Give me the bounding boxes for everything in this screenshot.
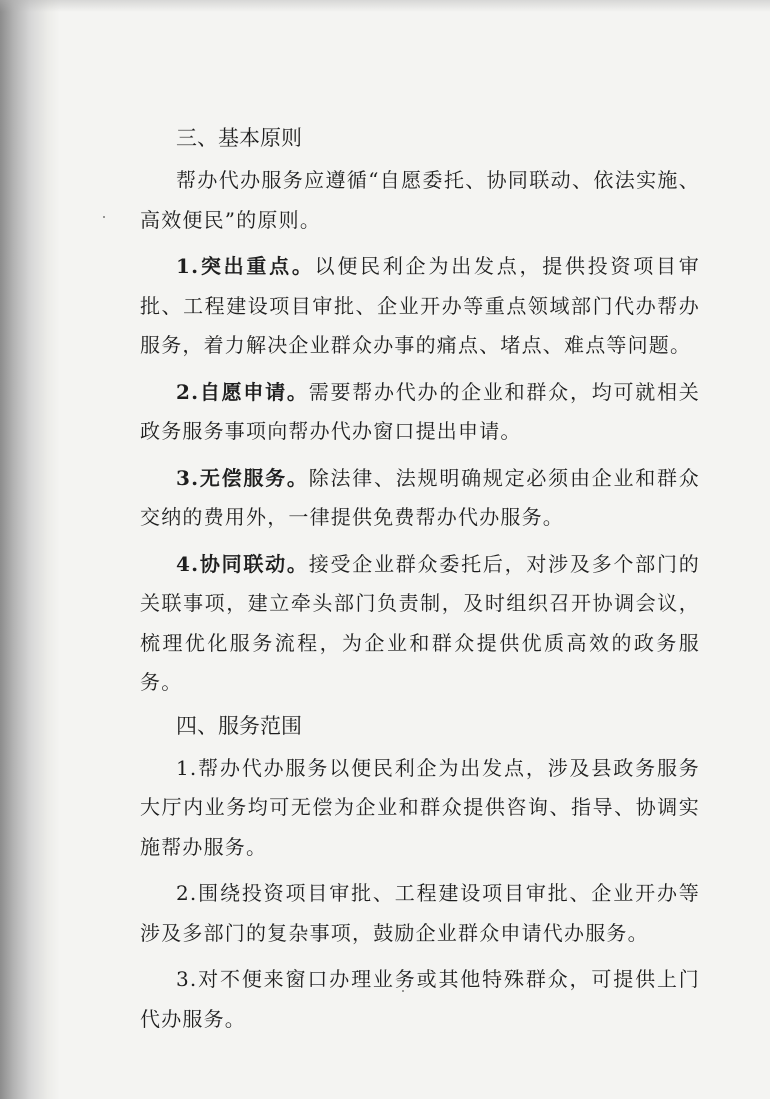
scan-shadow-top [0, 0, 770, 12]
scan-speck [103, 216, 105, 218]
document-page [140, 115, 700, 1039]
section-heading-principles: 三、基本原则 [176, 126, 302, 150]
principle-item-1: 1.突出重点。以便民利企为出发点，提供投资项目审批、工程建设项目审批、企业开办等重点领域部门代办帮办服务，着力解决企业群众办事的痛点、堵点、难点等问题。 [140, 254, 700, 357]
principle-item-title: 1.突出重点。 [176, 254, 315, 278]
scope-item-1: 1.帮办代办服务以便民利企为出发点，涉及县政务服务大厅内业务均可无偿为企业和群众提供咨询、指导、协调实施帮办服务。 [140, 755, 700, 859]
principle-item-4: 4.协同联动。接受企业群众委托后，对涉及多个部门的关联事项，建立牵头部门负责制，及时组织召开协调会议，梳理优化服务流程，为企业和群众提供优质高效的政务服务。 [140, 551, 700, 694]
section-heading-scope: 四、服务范围 [176, 713, 302, 738]
scan-shadow-edge [0, 0, 60, 1099]
scope-item-3: 3.对不便来窗口办理业务或其他特殊群众，可提供上门代办服务。 [140, 967, 700, 1031]
principle-item-title: 4.协同联动。 [176, 551, 309, 576]
scope-item-2: 2.围绕投资项目审批、工程建设项目审批、企业开办等涉及多部门的复杂事项，鼓励企业群众申请代办服务。 [140, 881, 700, 945]
principle-item-title: 2.自愿申请。 [176, 379, 309, 404]
principle-item-3: 3.无偿服务。除法律、法规明确规定必须由企业和群众交纳的费用外，一律提供免费帮办代办服务。 [140, 465, 700, 529]
principle-item-title: 3.无偿服务。 [176, 465, 309, 490]
principles-intro: 帮办代办服务应遵循“自愿委托、协同联动、依法实施、高效便民”的原则。 [140, 168, 700, 232]
principle-item-2: 2.自愿申请。需要帮办代办的企业和群众，均可就相关政务服务事项向帮办代办窗口提出申请。 [140, 379, 700, 443]
